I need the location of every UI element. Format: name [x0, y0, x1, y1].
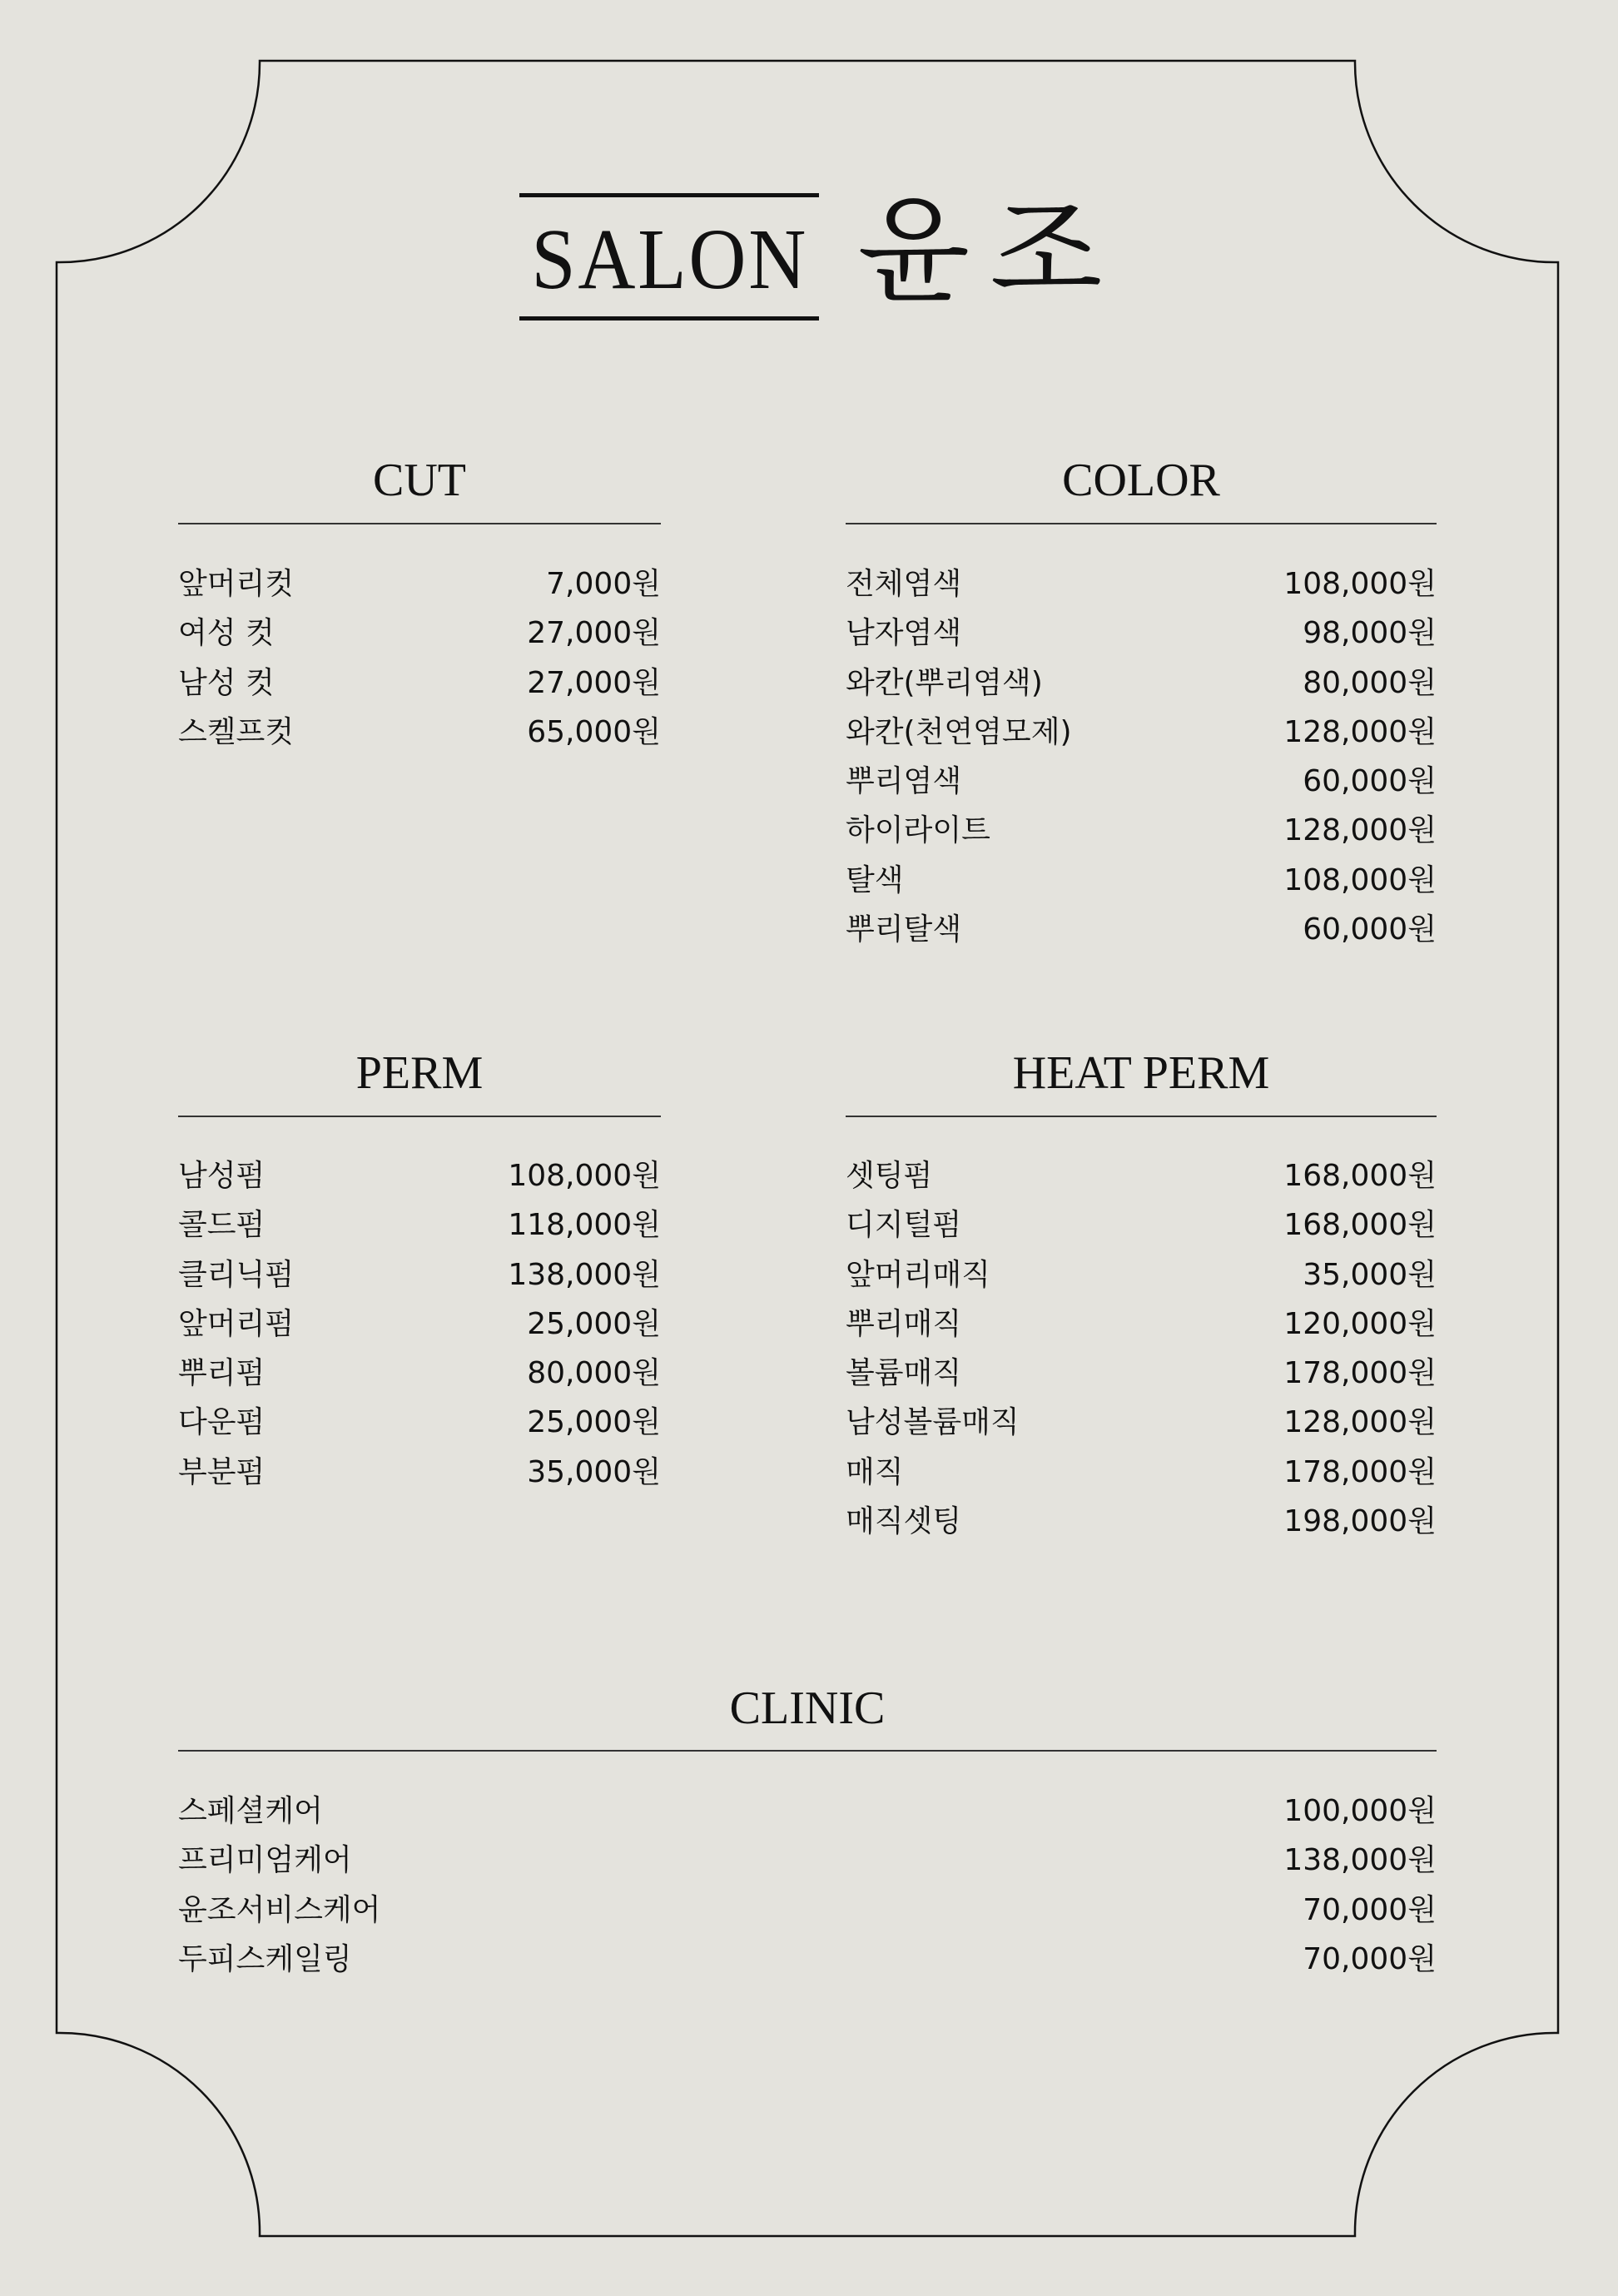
- service-price: 178,000원: [1283, 1454, 1437, 1489]
- service-name: 앞머리컷: [178, 567, 295, 601]
- service-price: 108,000원: [1283, 862, 1437, 897]
- service-name: 남성펌: [178, 1159, 266, 1193]
- service-item: [178, 1448, 661, 1497]
- service-item: [178, 1935, 1437, 1984]
- logo-bottom-rule: [519, 316, 819, 321]
- service-item: [846, 806, 1437, 855]
- service-item: [846, 1448, 1437, 1497]
- logo-text: SALON: [531, 211, 809, 307]
- service-name: 남자염색: [846, 616, 962, 651]
- service-price: 27,000원: [527, 616, 661, 651]
- service-name: 와칸(천연염모제): [846, 714, 1072, 749]
- service-price: 60,000원: [1303, 764, 1437, 799]
- service-name: 뿌리염색: [846, 764, 962, 799]
- service-name: 매직셋팅: [846, 1504, 962, 1539]
- service-price: 100,000원: [1283, 1794, 1437, 1828]
- service-price: 70,000원: [1303, 1941, 1437, 1976]
- service-item: [846, 559, 1437, 609]
- service-item: [178, 1349, 661, 1398]
- service-name: 윤조서비스케어: [178, 1892, 381, 1927]
- service-item: [846, 609, 1437, 658]
- service-price: 128,000원: [1283, 813, 1437, 848]
- service-price: 120,000원: [1283, 1306, 1437, 1341]
- service-name: 스페셜케어: [178, 1794, 323, 1828]
- service-price: 178,000원: [1283, 1356, 1437, 1391]
- service-item: [178, 559, 661, 609]
- service-name: 뿌리탈색: [846, 912, 962, 947]
- service-price: 80,000원: [1303, 665, 1437, 700]
- service-name: 두피스케일링: [178, 1941, 352, 1976]
- service-price: 128,000원: [1283, 714, 1437, 749]
- salon-logo: [519, 193, 819, 323]
- service-name: 여성 컷: [178, 616, 275, 651]
- service-item: [846, 1497, 1437, 1546]
- service-price: 27,000원: [527, 665, 661, 700]
- service-price: 80,000원: [527, 1356, 661, 1391]
- service-item: [846, 905, 1437, 954]
- section-title-clinic: CLINIC: [729, 1682, 886, 1734]
- service-price: 128,000원: [1283, 1405, 1437, 1440]
- service-price: 98,000원: [1303, 616, 1437, 651]
- service-name: 남성 컷: [178, 665, 275, 700]
- service-price: 168,000원: [1283, 1208, 1437, 1243]
- section-title-heat-perm: HEAT PERM: [1012, 1047, 1270, 1099]
- service-name: 전체염색: [846, 567, 962, 601]
- service-item: [846, 1200, 1437, 1250]
- service-name: 부분펌: [178, 1454, 266, 1489]
- service-item: [846, 1398, 1437, 1447]
- service-item: [846, 856, 1437, 905]
- service-price: 60,000원: [1303, 912, 1437, 947]
- service-item: [178, 708, 661, 757]
- service-name: 앞머리매직: [846, 1257, 990, 1292]
- service-name: 콜드펌: [178, 1208, 266, 1243]
- service-price: 35,000원: [1303, 1257, 1437, 1292]
- service-list-clinic: [178, 1787, 1437, 1984]
- service-item: [846, 708, 1437, 757]
- service-item: [178, 1398, 661, 1447]
- service-name: 볼륨매직: [846, 1356, 962, 1391]
- service-name: 탈색: [846, 862, 904, 897]
- section-divider-color: [846, 523, 1437, 524]
- service-item: [178, 609, 661, 658]
- service-item: [178, 658, 661, 708]
- section-title-perm: PERM: [355, 1047, 484, 1099]
- service-price: 7,000원: [546, 567, 661, 601]
- service-name: 뿌리펌: [178, 1356, 266, 1391]
- section-title-color: COLOR: [1062, 455, 1220, 506]
- service-list-cut: [178, 559, 661, 757]
- service-name: 스켈프컷: [178, 714, 295, 749]
- service-item: [846, 658, 1437, 708]
- service-price: 65,000원: [527, 714, 661, 749]
- service-item: [178, 1886, 1437, 1935]
- service-price: 138,000원: [1283, 1843, 1437, 1878]
- service-list-heat-perm: [846, 1151, 1437, 1546]
- service-price: 108,000원: [508, 1159, 661, 1193]
- service-item: [178, 1787, 1437, 1836]
- service-price: 198,000원: [1283, 1504, 1437, 1539]
- service-name: 프리미엄케어: [178, 1843, 352, 1878]
- service-name: 디지털펌: [846, 1208, 962, 1243]
- service-item: [846, 757, 1437, 806]
- service-price: 25,000원: [527, 1405, 661, 1440]
- service-price: 25,000원: [527, 1306, 661, 1341]
- service-item: [178, 1836, 1437, 1885]
- service-item: [178, 1250, 661, 1300]
- logo-top-rule: [519, 193, 819, 197]
- service-name: 셋팅펌: [846, 1159, 933, 1193]
- service-name: 남성볼륨매직: [846, 1405, 1020, 1440]
- section-divider-clinic: [178, 1750, 1437, 1752]
- service-item: [178, 1300, 661, 1349]
- service-name: 매직: [846, 1454, 904, 1489]
- service-name: 클리닉펌: [178, 1257, 295, 1292]
- service-item: [846, 1349, 1437, 1398]
- service-list-color: [846, 559, 1437, 954]
- service-price: 35,000원: [527, 1454, 661, 1489]
- service-price: 108,000원: [1283, 567, 1437, 601]
- service-item: [178, 1200, 661, 1250]
- section-divider-heat-perm: [846, 1116, 1437, 1117]
- service-price: 70,000원: [1303, 1892, 1437, 1927]
- service-item: [178, 1151, 661, 1200]
- section-divider-perm: [178, 1116, 661, 1117]
- service-name: 와칸(뿌리염색): [846, 665, 1043, 700]
- service-price: 168,000원: [1283, 1159, 1437, 1193]
- section-divider-cut: [178, 523, 661, 524]
- salon-name: 윤조: [857, 184, 1123, 320]
- section-title-cut: CUT: [373, 455, 466, 506]
- service-item: [846, 1300, 1437, 1349]
- service-list-perm: [178, 1151, 661, 1497]
- service-price: 118,000원: [508, 1208, 661, 1243]
- service-item: [846, 1151, 1437, 1200]
- service-price: 138,000원: [508, 1257, 661, 1292]
- service-name: 하이라이트: [846, 813, 990, 848]
- service-name: 다운펌: [178, 1405, 266, 1440]
- service-name: 뿌리매직: [846, 1306, 962, 1341]
- service-item: [846, 1250, 1437, 1300]
- service-name: 앞머리펌: [178, 1306, 295, 1341]
